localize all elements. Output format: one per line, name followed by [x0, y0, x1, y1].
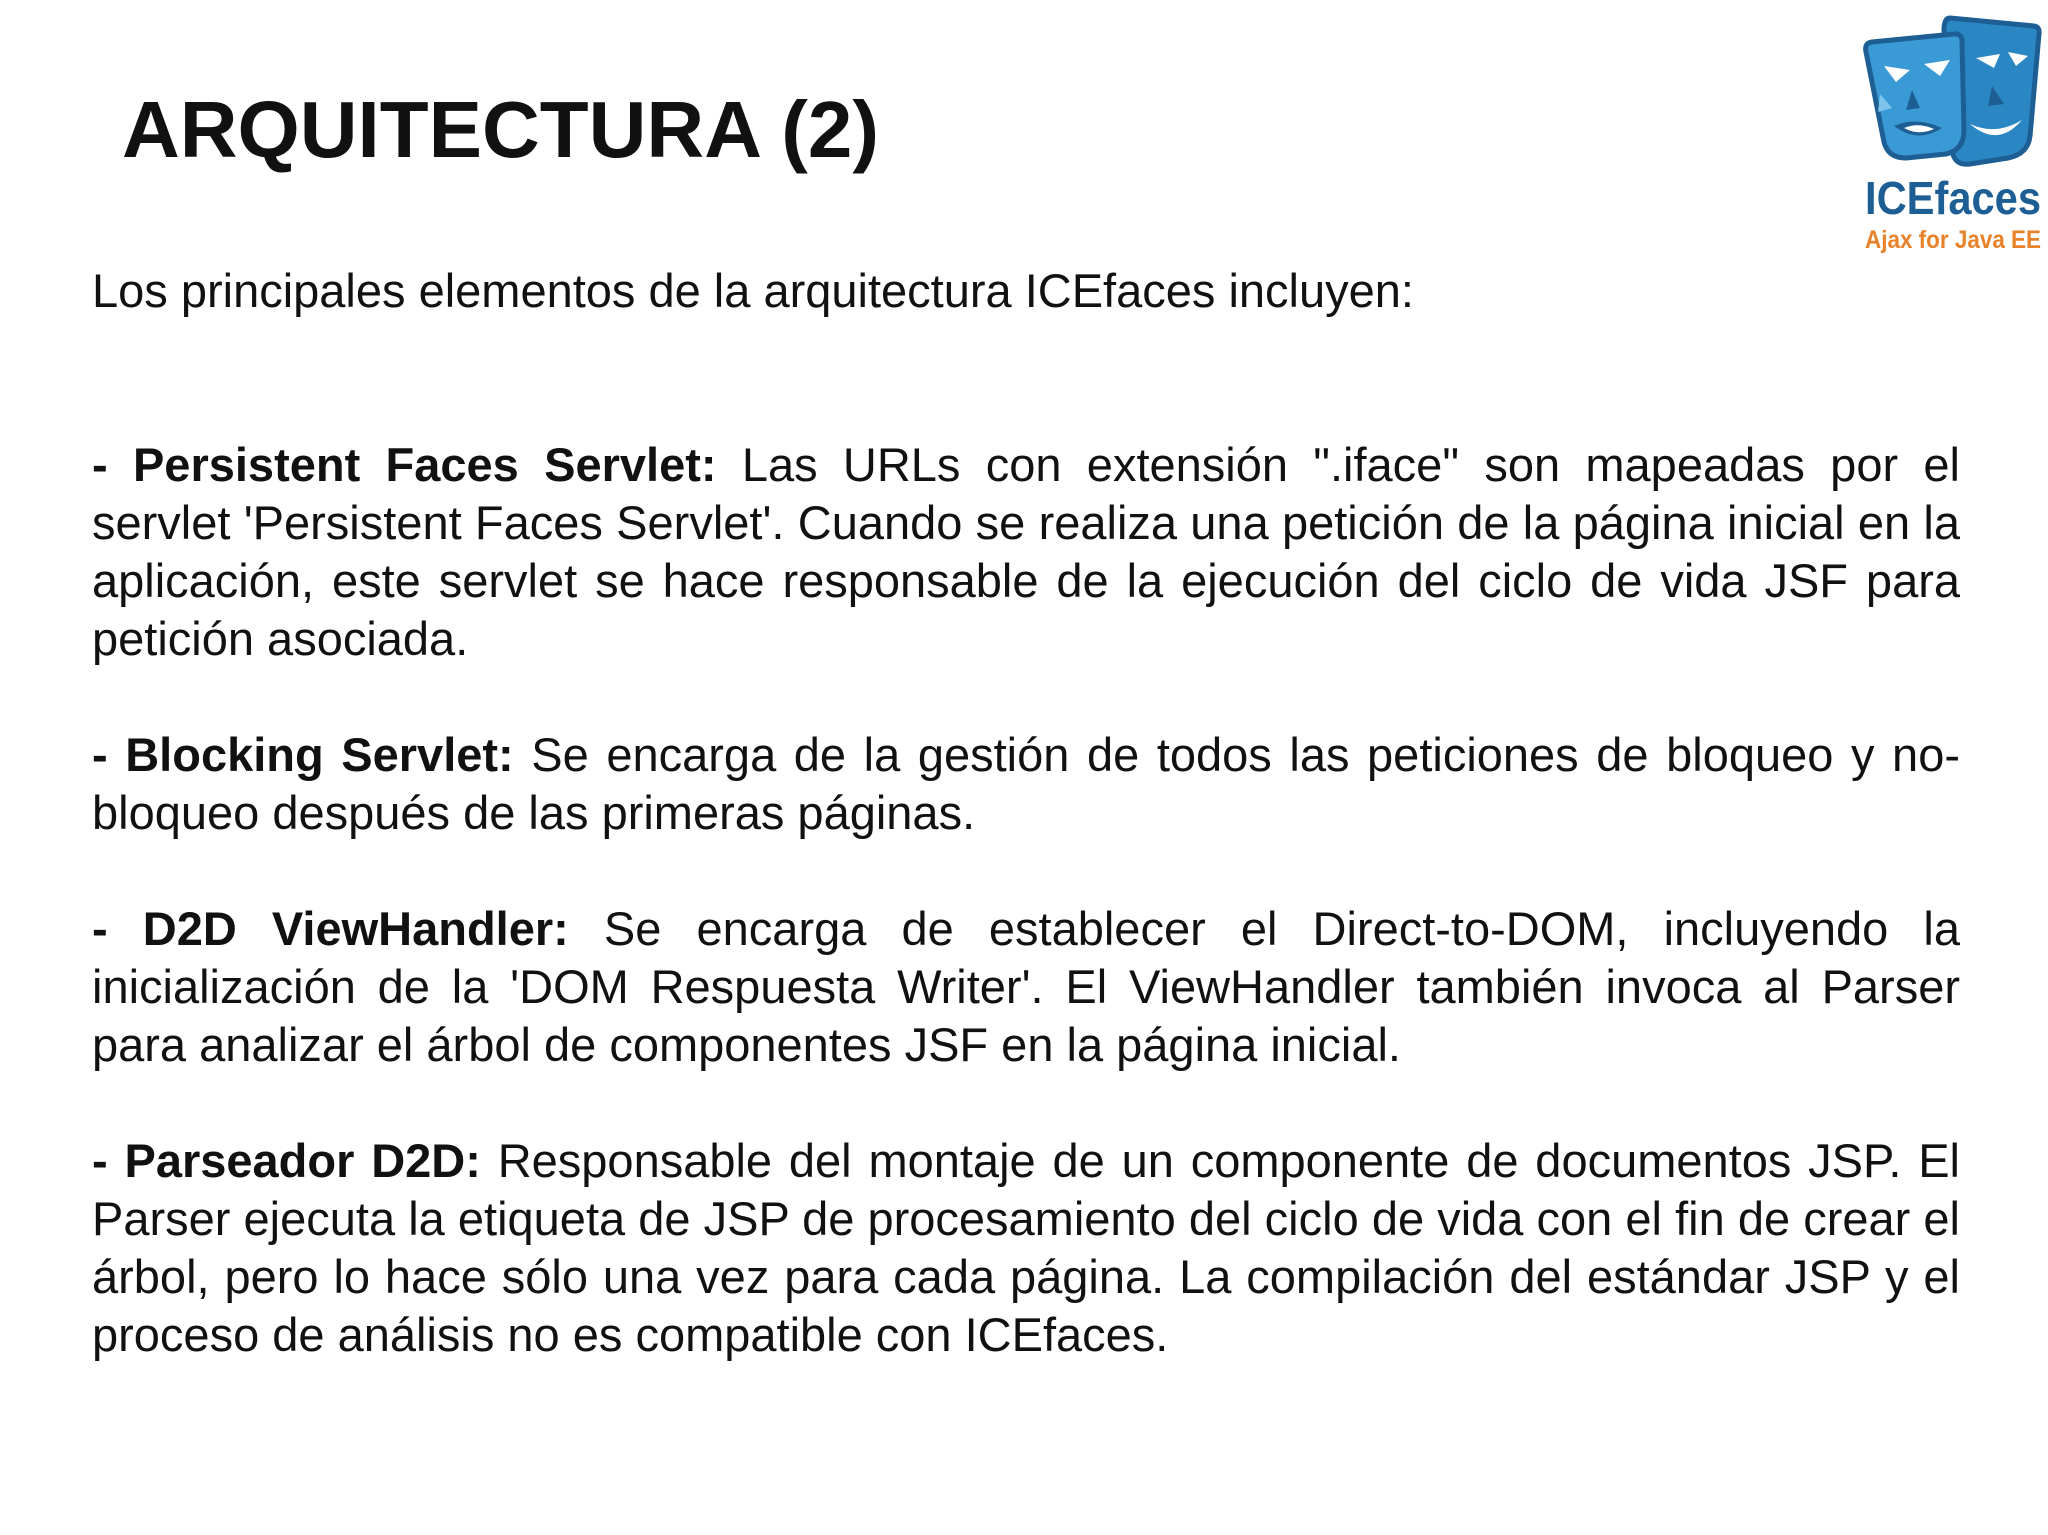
intro-text: Los principales elementos de la arquitectura ICEfaces incluyen:	[92, 264, 1414, 317]
item-term: - Parseador D2D:	[92, 1134, 481, 1187]
item-term: - D2D ViewHandler:	[92, 902, 569, 955]
item-persistent-faces-servlet	[92, 436, 1960, 668]
item-text: Responsable del montaje de un componente de documentos JSP. El Parser ejecuta la etiqueta de JSP de procesamiento del ciclo de vida con el fin de crear el árbol, pero lo hace sólo una vez para cada página. La compilación del estándar JSP y el proceso de análisis no es compatible con ICEfaces.	[92, 1134, 1960, 1361]
logo-name: ICEfaces	[1865, 172, 2041, 224]
logo-tagline: Ajax for Java EE	[1865, 226, 2041, 254]
slide-title: ARQUITECTURA (2)	[122, 85, 879, 174]
masks-logo-icon	[1858, 8, 2048, 258]
slide-content	[92, 262, 1960, 1422]
item-parseador-d2d	[92, 1132, 1960, 1364]
item-blocking-servlet	[92, 726, 1960, 842]
item-text: Se encarga de establecer el Direct-to-DOM, incluyendo la inicialización de la 'DOM Respuesta Writer'. El ViewHandler también invoca al Parser para analizar el árbol de componentes JSF en la página inicial.	[92, 902, 1961, 1071]
item-text: Se encarga de la gestión de todos las peticiones de bloqueo y no-bloqueo después de las primeras páginas.	[92, 728, 1960, 839]
item-term: - Blocking Servlet:	[92, 728, 514, 781]
item-text: Las URLs con extensión ".iface" son mapeadas por el servlet 'Persistent Faces Servlet'. Cuando se realiza una petición de la página inicial en la aplicación, este servlet se hace responsable de la ejecución del ciclo de vida JSF para petición asociada.	[92, 438, 1960, 665]
item-term: - Persistent Faces Servlet:	[92, 438, 717, 491]
item-d2d-viewhandler	[92, 900, 1960, 1074]
icefaces-logo	[1858, 8, 2048, 258]
